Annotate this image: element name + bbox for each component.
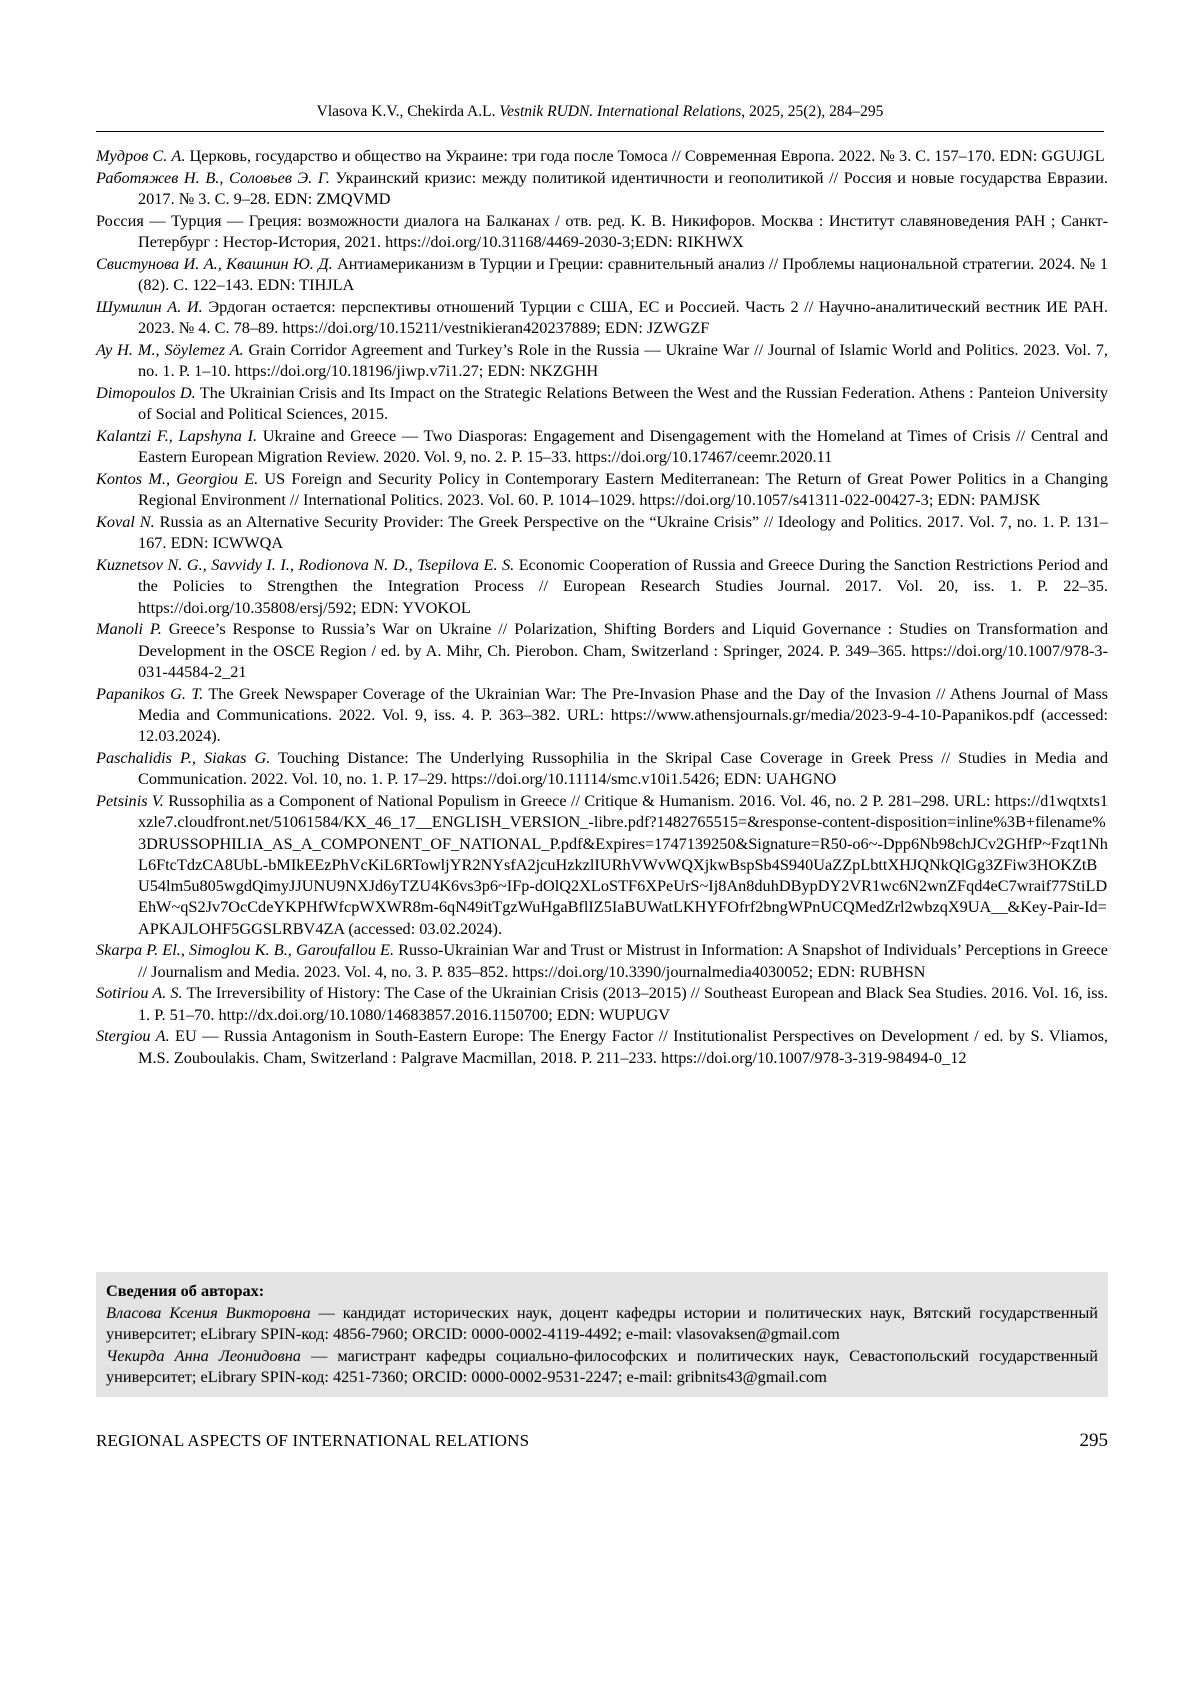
reference-text: US Foreign and Security Policy in Contemporary Eastern Mediterranean: The Return of Great Power Politics in a Changing Regional Environment // International Politics. 2023. Vol. 60. P. 1014–1029. https://doi.org/10.1057/s41311-022-00427-3; EDN: PAMJSK — [138, 468, 1109, 510]
reference-author: Paschalidis P., Siakas G. — [96, 747, 271, 767]
reference-item — [96, 339, 1108, 382]
reference-text: Церковь, государство и общество на Украине: три года после Томоса // Современная Европа. 2022. № 3. С. 157–170. EDN: GGUJGL — [185, 146, 1105, 165]
reference-author: Работяжев Н. В., Соловьев Э. Г. — [96, 167, 330, 187]
reference-item — [96, 747, 1108, 790]
reference-text: Grain Corridor Agreement and Turkey’s Role in the Russia — Ukraine War // Journal of Islamic World and Politics. 2023. Vol. 7, no. 1. P. 1–10. https://doi.org/10.18196/jiwp.v7i1.27; EDN: NKZGHH — [138, 339, 1108, 381]
footer-section-label: REGIONAL ASPECTS OF INTERNATIONAL RELATIONS — [96, 1431, 530, 1450]
running-head-issue: , 2025, 25(2), 284–295 — [741, 103, 884, 120]
reference-text: Эрдоган остается: перспективы отношений Турции с США, ЕС и Россией. Часть 2 // Научно-аналитический вестник ИЕ РАН. 2023. № 4. С. 78–89. https://doi.org/10.15211/vestnikieran420237889; EDN: JZWGZF — [138, 296, 1108, 338]
reference-item — [96, 982, 1108, 1025]
reference-author: Kalantzi F., Lapshyna I. — [96, 425, 258, 445]
reference-author: Dimopoulos D. — [96, 382, 196, 402]
reference-author: Koval N. — [96, 512, 155, 532]
reference-text: EU — Russia Antagonism in South-Eastern Europe: The Energy Factor // Institutionalist Perspectives on Development / ed. by S. Vliamos, M.S. Zouboulakis. Cham, Switzerland : Palgrave Macmillan, 2018. P. 211–233. https://doi.org/10.1007/978-3-319-98494-0_12 — [138, 1026, 1108, 1067]
page-number: 295 — [1079, 1430, 1108, 1451]
reference-text: Russophilia as a Component of National Populism in Greece // Critique & Humanism. 2016. Vol. 46, no. 2 P. 281–298. URL: https://d1wqtxts1xzle7.cloudfront.net/51061584/KX_46_17__ENGLISH_VERSION_-libre.pdf?1482765515=&response-content-disposition=inline%3B+filename%3DRUSSOPHILIA_AS_A_COMPONENT_OF_NATIONAL_P.pdf&Expires=1747139250&Signature=R50-o6~-Dpp6Nb98chJCv2GHfP~Fzqt1NhL6FtcTdzCA8UbL-bMIkEEzPhVcKiL6RTowljYR2NYsfA2jcuHzkzlIURhVWvWQXjkwBspSb4S940UaZZpLbttXHJQNkQlGg3ZFiw3HOKZtBU54lm5u805wgdQimyJJUNU9NXJd6yTZU4K6vs3p6~IFp-dOlQ2XLoSTF6XPeUrS~Ij8An8duhDBypDY2VR1wc6N2wnZFqd4eC7wraif77StiLDEhW~qS2Jv7OcCdeYKPHfWfcpWXWR8m-6qN49itTgzWuHgaBflIZ5IaBUWatLKHYFOfrf2bngWPnUCQMedZrl2wbzqX9UA__&Key-Pair-Id=APKAJLOHF5GGSLRBV4ZA (accessed: 03.02.2024). — [138, 790, 1109, 938]
reference-item — [96, 425, 1108, 468]
running-head-journal: Vestnik RUDN. International Relations — [499, 103, 742, 120]
reference-text: Russo-Ukrainian War and Trust or Mistrust in Information: A Snapshot of Individuals’ Perceptions in Greece // Journalism and Media. 2023. Vol. 4, no. 3. P. 835–852. https://doi.org/10.3390/journalmedia4030052; EDN: RUBHSN — [138, 940, 1108, 981]
reference-item — [96, 253, 1108, 296]
reference-item — [96, 167, 1108, 210]
author-name: Чекирда Анна Леонидовна — [106, 1345, 301, 1365]
author-details: — кандидат исторических наук, доцент кафедры истории и политических наук, Вятский государственный университет; eLibrary SPIN-код: 4856-7960; ORCID: 0000-0002-4119-4492; e-mail: vlasovaksen@gmail.com — [106, 1303, 1099, 1344]
reference-item — [96, 296, 1108, 339]
reference-author: Шумилин А. И. — [96, 296, 203, 316]
reference-item — [96, 210, 1108, 253]
reference-item — [96, 511, 1108, 554]
reference-item — [96, 1025, 1108, 1068]
reference-text: Economic Cooperation of Russia and Greece During the Sanction Restrictions Period and the Policies to Strengthen the Integration Process // European Research Studies Journal. 2017. Vol. 20, iss. 1. P. 22–35. https://doi.org/10.35808/ersj/592; EDN: YVOKOL — [138, 555, 1108, 617]
reference-author: Sotiriou A. S. — [96, 983, 183, 1003]
author-info-entry — [106, 1345, 1098, 1387]
authors-info-box — [96, 1272, 1108, 1397]
reference-list — [96, 145, 1108, 1068]
reference-item — [96, 382, 1108, 425]
running-head-authors: Vlasova K.V., Chekirda A.L. — [316, 103, 500, 120]
author-details: — магистрант кафедры социально-философских и политических наук, Севастопольский государственный университет; eLibrary SPIN-код: 4251-7360; ORCID: 0000-0002-9531-2247; e-mail: gribnits43@gmail.com — [106, 1345, 1098, 1386]
reference-text: Россия — Турция — Греция: возможности диалога на Балканах / отв. ред. К. В. Никифоров. Москва : Институт славяноведения РАН ; Санкт-Петербург : Нестор-История, 2021. https://doi.org/10.31168/4469-2030-3;EDN: RIKHWX — [96, 210, 1108, 252]
reference-author: Papanikos G. T. — [96, 683, 204, 703]
running-head — [96, 103, 1104, 122]
reference-author: Petsinis V. — [96, 790, 164, 810]
reference-author: Kuznetsov N. G., Savvidy I. I., Rodionova N. D., Tsepilova E. S. — [96, 555, 515, 575]
reference-item — [96, 790, 1108, 939]
reference-author: Manoli P. — [96, 619, 162, 639]
header-divider — [96, 131, 1104, 132]
reference-text: The Irreversibility of History: The Case of the Ukrainian Crisis (2013–2015) // Southeast European and Black Sea Studies. 2016. Vol. 16, iss. 1. P. 51–70. http://dx.doi.org/10.1080/14683857.2016.1150700; EDN: WUPUGV — [138, 983, 1109, 1024]
reference-item — [96, 683, 1108, 747]
reference-author: Мудров С. А. — [96, 146, 186, 165]
reference-author: Ay H. M., Söylemez A. — [96, 339, 244, 359]
reference-item — [96, 554, 1108, 618]
reference-author: Skarpa P. El., Simoglou K. B., Garoufallou E. — [96, 940, 395, 960]
reference-item — [96, 939, 1108, 982]
reference-text: Russia as an Alternative Security Provider: The Greek Perspective on the “Ukraine Crisis” // Ideology and Politics. 2017. Vol. 7, no. 1. P. 131–167. EDN: ICWWQA — [138, 512, 1108, 553]
reference-author: Stergiou A. — [96, 1026, 170, 1046]
author-name: Власова Ксения Викторовна — [106, 1303, 311, 1323]
reference-text: Touching Distance: The Underlying Russophilia in the Skripal Case Coverage in Greek Press // Studies in Media and Communication. 2022. Vol. 10, no. 1. P. 17–29. https://doi.org/10.11114/smc.v10i1.5426; EDN: UAHGNO — [138, 747, 1109, 789]
reference-text: The Ukrainian Crisis and Its Impact on the Strategic Relations Between the West and the Russian Federation. Athens : Panteion University of Social and Political Sciences, 2015. — [138, 382, 1108, 424]
page-footer — [96, 1430, 1108, 1452]
reference-text: Greece’s Response to Russia’s War on Ukraine // Polarization, Shifting Borders and Liquid Governance : Studies on Transformation and Development in the OSCE Region / ed. by A. Mihr, Ch. Pierobon. Cham, Switzerland : Springer, 2024. P. 349–365. https://doi.org/10.1007/978-3-031-44584-2_21 — [138, 619, 1108, 681]
reference-author: Kontos M., Georgiou E. — [96, 468, 259, 488]
reference-item — [96, 618, 1108, 682]
reference-item — [96, 145, 1108, 166]
author-info-entry — [106, 1302, 1098, 1344]
reference-text: Ukraine and Greece — Two Diasporas: Engagement and Disengagement with the Homeland at Times of Crisis // Central and Eastern European Migration Review. 2020. Vol. 9, no. 2. P. 15–33. https://doi.org/10.17467/ceemr.2020.11 — [138, 425, 1108, 467]
reference-text: Украинский кризис: между политикой идентичности и геополитикой // Россия и новые государства Евразии. 2017. № 3. С. 9–28. EDN: ZMQVMD — [138, 167, 1108, 209]
authors-info-title: Сведения об авторах: — [106, 1281, 265, 1300]
reference-item — [96, 468, 1108, 511]
reference-text: The Greek Newspaper Coverage of the Ukrainian War: The Pre-Invasion Phase and the Day of the Invasion // Athens Journal of Mass Media and Communications. 2022. Vol. 9, iss. 4. P. 363–382. URL: https://www.athensjournals.gr/media/2023-9-4-10-Papanikos.pdf (accessed: 12.03.2024). — [138, 683, 1108, 746]
reference-author: Свистунова И. А., Квашнин Ю. Д. — [96, 253, 333, 273]
reference-text: Антиамериканизм в Турции и Греции: сравнительный анализ // Проблемы национальной стратегии. 2024. № 1 (82). С. 122–143. EDN: TIHJLA — [138, 253, 1108, 295]
